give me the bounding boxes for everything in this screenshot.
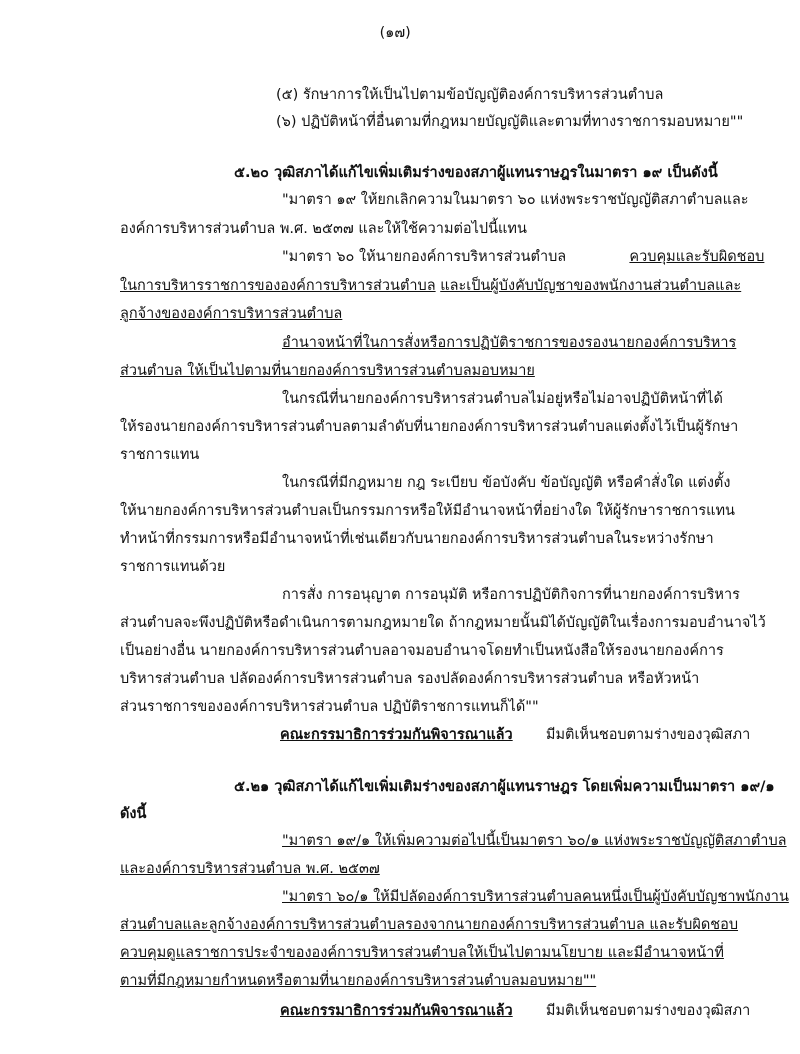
committee-decision: มีมติเห็นชอบตามร่างของวุฒิสภา bbox=[545, 727, 751, 743]
text-line-13: ในกรณีที่มีกฎหมาย กฎ ระเบียบ ข้อบังคับ ข้อบัญญัติ หรือคำสั่งใด แต่งตั้ง bbox=[282, 475, 731, 491]
page-number: (๑๗) bbox=[379, 25, 411, 41]
text-line-17: การสั่ง การอนุญาต การอนุมัติ หรือการปฏิบัติกิจการที่นายกองค์การบริหาร bbox=[282, 587, 740, 603]
text-line-12: ราชการแทน bbox=[120, 447, 200, 463]
committee-decision: มีมติเห็นชอบตามร่างของวุฒิสภา bbox=[545, 1003, 751, 1019]
text-line-1: (๕) รักษาการให้เป็นไปตามข้อบัญญัติองค์การบริหารส่วนตำบล bbox=[276, 87, 664, 103]
committee-label: คณะกรรมาธิการร่วมกันพิจารณาแล้ว bbox=[280, 1003, 513, 1019]
text-line-14: ให้นายกองค์การบริหารส่วนตำบลเป็นกรรมการหรือให้มีอำนาจหน้าที่อย่างใด ให้ผู้รักษาราชการแทน bbox=[120, 503, 735, 519]
text-line-27: ตามที่มีกฎหมายกำหนดหรือตามที่นายกองค์การบริหารส่วนตำบลมอบหมาย"" bbox=[120, 973, 597, 989]
text-line-2: (๖) ปฏิบัติหน้าที่อื่นตามที่กฎหมายบัญญัติและตามที่ทางราชการมอบหมาย"" bbox=[276, 114, 744, 130]
text-line-25: ส่วนตำบลและลูกจ้างองค์การบริหารส่วนตำบลรองจากนายกองค์การบริหารส่วนตำบล และรับผิดชอบ bbox=[120, 917, 739, 933]
text-line-10: ในกรณีที่นายกองค์การบริหารส่วนตำบลไม่อยู่หรือไม่อาจปฏิบัติหน้าที่ได้ bbox=[282, 391, 723, 407]
text-line-4: องค์การบริหารส่วนตำบล พ.ศ. ๒๕๓๗ และให้ใช้ความต่อไปนี้แทน bbox=[120, 221, 527, 237]
section-heading-5-21-cont: ดังนี้ bbox=[120, 806, 147, 822]
text-line-19: เป็นอย่างอื่น นายกองค์การบริหารส่วนตำบลอาจมอบอำนาจโดยทำเป็นหนังสือให้รองนายกองค์การ bbox=[120, 643, 724, 659]
text-span-6b: และเป็นผู้บังคับบัญชาของพนักงานส่วนตำบลและ bbox=[440, 278, 742, 294]
text-line-8: อำนาจหน้าที่ในการสั่งหรือการปฏิบัติราชการของรองนายกองค์การบริหาร bbox=[282, 335, 737, 351]
text-line-3: "มาตรา ๑๙ ให้ยกเลิกความในมาตรา ๖๐ แห่งพระราชบัญญัติสภาตำบลและ bbox=[282, 192, 749, 208]
text-line-7: ลูกจ้างขององค์การบริหารส่วนตำบล bbox=[120, 306, 343, 322]
text-span-6a: ในการบริหารราชการขององค์การบริหารส่วนตำบล bbox=[120, 278, 436, 294]
text-line-22: "มาตรา ๑๙/๑ ให้เพิ่มความต่อไปนี้เป็นมาตรา ๖๐/๑ แห่งพระราชบัญญัติสภาตำบล bbox=[282, 833, 787, 849]
committee-label: คณะกรรมาธิการร่วมกันพิจารณาแล้ว bbox=[280, 727, 513, 743]
text-line-6 bbox=[120, 275, 741, 297]
text-line-11: ให้รองนายกองค์การบริหารส่วนตำบลตามลำดับที่นายกองค์การบริหารส่วนตำบลแต่งตั้งไว้เป็นผู้รักษา bbox=[120, 419, 739, 435]
committee-resolution-2 bbox=[280, 1000, 750, 1022]
section-heading-5-20: ๕.๒๐ วุฒิสภาได้แก้ไขเพิ่มเติมร่างของสภาผู้แทนราษฎรในมาตรา ๑๙ เป็นดังนี้ bbox=[234, 165, 718, 181]
text-line-21: ส่วนราชการขององค์การบริหารส่วนตำบล ปฏิบัติราชการแทนก็ได้"" bbox=[120, 699, 539, 715]
text-line-26: ควบคุมดูแลราชการประจำขององค์การบริหารส่วนตำบลให้เป็นไปตามนโยบาย และมีอำนาจหน้าที่ bbox=[120, 945, 724, 961]
text-line-24: "มาตรา ๖๐/๑ ให้มีปลัดองค์การบริหารส่วนตำบลคนหนึ่งเป็นผู้บังคับบัญชาพนักงาน bbox=[282, 889, 789, 905]
text-line-18: ส่วนตำบลจะพึงปฏิบัติหรือดำเนินการตามกฎหมายใด ถ้ากฎหมายนั้นมิได้บัญญัติในเรื่องการมอบอำนาจไว้ bbox=[120, 615, 766, 631]
text-line-5 bbox=[282, 246, 764, 268]
text-line-15: ทำหน้าที่กรรมการหรือมีอำนาจหน้าที่เช่นเดียวกับนายกองค์การบริหารส่วนตำบลในระหว่างรักษา bbox=[120, 531, 714, 547]
section-heading-5-21: ๕.๒๑ วุฒิสภาได้แก้ไขเพิ่มเติมร่างของสภาผู้แทนราษฎร โดยเพิ่มความเป็นมาตรา ๑๙/๑ bbox=[234, 779, 775, 795]
text-span-5a: "มาตรา ๖๐ ให้นายกองค์การบริหารส่วนตำบล bbox=[282, 249, 567, 265]
text-span-5b: ควบคุมและรับผิดชอบ bbox=[629, 249, 765, 265]
text-line-16: ราชการแทนด้วย bbox=[120, 559, 226, 575]
text-line-23: และองค์การบริหารส่วนตำบล พ.ศ. ๒๕๓๗ bbox=[120, 861, 380, 877]
text-line-20: บริหารส่วนตำบล ปลัดองค์การบริหารส่วนตำบล รองปลัดองค์การบริหารส่วนตำบล หรือหัวหน้า bbox=[120, 671, 700, 687]
text-line-9: ส่วนตำบล ให้เป็นไปตามที่นายกองค์การบริหารส่วนตำบลมอบหมาย bbox=[120, 363, 535, 379]
committee-resolution-1 bbox=[280, 724, 750, 746]
